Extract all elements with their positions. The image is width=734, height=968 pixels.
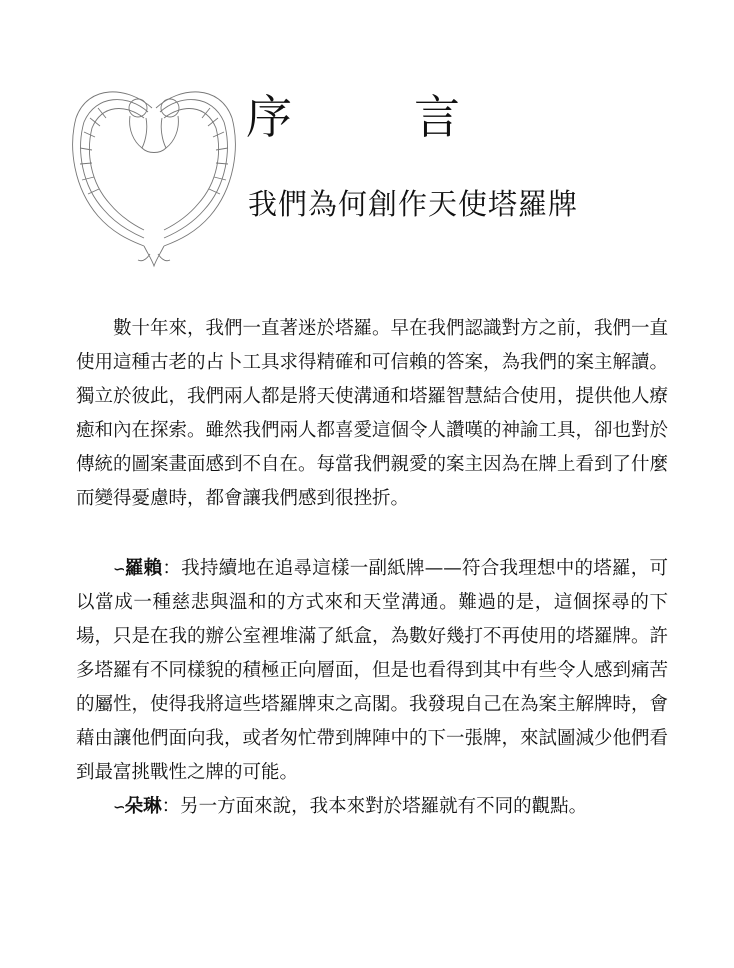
- radleigh-paragraph: [76, 552, 668, 790]
- doreen-paragraph: [76, 790, 668, 824]
- speaker-name-radleigh: 羅賴: [124, 558, 163, 579]
- page-title: 序 言: [246, 90, 498, 144]
- page-subtitle: 我們為何創作天使塔羅牌: [248, 187, 579, 221]
- speaker-flourish-icon: ∽: [113, 560, 125, 578]
- radleigh-text: 我持續地在追尋這樣一副紙牌——符合我理想中的塔羅，可以當成一種慈悲與溫和的方式來和天堂溝通。難過的是，這個探尋的下場，只是在我的辦公室裡堆滿了紙盒，為數好幾打不再使用的塔羅牌。許多塔羅有不同樣貌的積極正向層面，但是也看得到其中有些令人感到痛苦的屬性，使得我將這些塔羅牌束之高閣。我發現自己在為案主解牌時，會藉由讓他們面向我，或者匆忙帶到牌陣中的下一張牌，來試圖減少他們看到最富挑戰性之牌的可能。: [76, 558, 669, 783]
- doreen-text: 另一方面來說，我本來對於塔羅就有不同的觀點。: [180, 796, 588, 817]
- paragraph-gap: [76, 516, 668, 552]
- speaker-colon: ：: [161, 796, 181, 817]
- intro-paragraph: 數十年來，我們一直著迷於塔羅。早在我們認識對方之前，我們一直使用這種古老的占卜工具求得精確和可信賴的答案，為我們的案主解讀。獨立於彼此，我們兩人都是將天使溝通和塔羅智慧結合使用，提供他人療癒和內在探索。雖然我們兩人都喜愛這個令人讚嘆的神諭工具，卻也對於傳統的圖案畫面感到不自在。每當我們親愛的案主因為在牌上看到了什麼而變得憂慮時，都會讓我們感到很挫折。: [76, 318, 669, 509]
- speaker-flourish-icon: ∽: [113, 798, 125, 816]
- speaker-name-doreen: 朵琳: [124, 796, 162, 817]
- angel-wings-ornament-icon: [68, 78, 240, 268]
- speaker-colon: ：: [162, 558, 182, 579]
- body-text: [76, 312, 668, 824]
